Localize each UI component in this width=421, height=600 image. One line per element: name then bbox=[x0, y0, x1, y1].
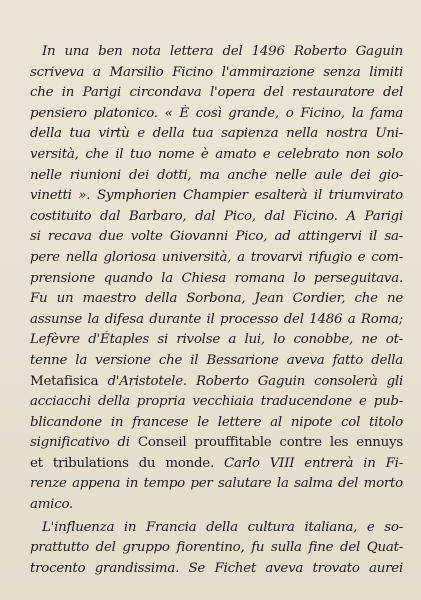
roman-text-segment: Metafisica bbox=[30, 373, 108, 389]
text-line bbox=[30, 186, 403, 207]
italic-text-segment: In una ben nota lettera del 1496 Roberto Gaguin bbox=[42, 44, 403, 59]
text-line bbox=[30, 289, 403, 310]
italic-text-segment: vinetti ». Symphorien Champier esalterà il triumvirato bbox=[30, 188, 403, 204]
italic-text-segment: Lefèvre d'Étaples si rivolse a lui, lo conobbe, ne ot- bbox=[30, 332, 403, 348]
italic-text-segment: prattutto del gruppo fiorentino, fu sulla fine del Quat- bbox=[30, 540, 403, 556]
italic-text-segment: tenne la versione che il Bessarione aveva fatto della bbox=[30, 352, 403, 368]
text-line bbox=[30, 372, 403, 393]
text-line bbox=[30, 495, 403, 516]
italic-text-segment: trocento grandissima. Se Fichet aveva trovato aurei bbox=[30, 560, 403, 576]
text-line bbox=[30, 207, 403, 228]
italic-text-segment: pensiero platonico. « È così grande, o Ficino, la fama bbox=[30, 105, 403, 121]
italic-text-segment: che in Parigi circondava l'opera del restauratore del bbox=[30, 85, 403, 101]
italic-text-segment: prensione quando la Chiesa romana lo perseguitava. bbox=[30, 270, 403, 286]
text-line bbox=[30, 269, 403, 290]
italic-text-segment: acciacchi della propria vecchiaia traducendone e pub- bbox=[30, 394, 403, 410]
text-line bbox=[30, 351, 403, 372]
text-line bbox=[30, 433, 403, 454]
text-line bbox=[30, 166, 403, 187]
italic-text-segment: Carlo VIII entrerà in Fi- bbox=[223, 455, 403, 471]
text-line bbox=[30, 63, 403, 84]
paragraph-2 bbox=[30, 518, 403, 580]
italic-text-segment: pere nella gloriosa università, a trovarvi rifugio e com- bbox=[30, 249, 403, 265]
paragraph-1 bbox=[30, 42, 403, 516]
italic-text-segment: si recava due volte Giovanni Pico, ad attingervi il sa- bbox=[30, 229, 403, 245]
roman-text-segment: et tribulations du monde. bbox=[30, 455, 224, 471]
italic-text-segment: della tua virtù e della tua sapienza nella nostra Uni- bbox=[30, 126, 403, 142]
italic-text-segment: d'Aristotele. Roberto Gaguin consolerà gli bbox=[107, 373, 403, 389]
italic-text-segment: amico. bbox=[30, 497, 74, 513]
text-line bbox=[30, 454, 403, 475]
text-line bbox=[30, 518, 403, 539]
text-line bbox=[30, 538, 403, 559]
text-line bbox=[30, 145, 403, 166]
text-line bbox=[30, 42, 403, 63]
italic-text-segment: scriveva a Marsilio Ficino l'ammirazione senza limiti bbox=[30, 64, 403, 80]
text-line bbox=[30, 474, 403, 495]
italic-text-segment: blicandone in francese le lettere al nipote col titolo bbox=[30, 414, 403, 430]
italic-text-segment: renze appena in tempo per salutare la salma del morto bbox=[30, 476, 403, 492]
italic-text-segment: nelle riunioni dei dotti, ma anche nelle aule dei gio- bbox=[30, 167, 403, 183]
text-line bbox=[30, 392, 403, 413]
italic-text-segment: Fu un maestro della Sorbona, Jean Cordier, che ne bbox=[30, 291, 403, 307]
italic-text-segment: significativo di bbox=[30, 435, 138, 451]
italic-text-segment: assunse la difesa durante il processo del 1486 a Roma; bbox=[30, 311, 403, 327]
italic-text-segment: costituito dal Barbaro, dal Pico, dal Ficino. A Parigi bbox=[30, 208, 403, 224]
roman-text-segment: Conseil prouffitable contre les ennuys bbox=[137, 435, 403, 451]
italic-text-segment: versità, che il tuo nome è amato e celebrato non solo bbox=[30, 146, 403, 162]
italic-text-segment: L'influenza in Francia della cultura italiana, e so- bbox=[42, 519, 403, 535]
text-line bbox=[30, 310, 403, 331]
text-line bbox=[30, 124, 403, 145]
text-line bbox=[30, 248, 403, 269]
text-line bbox=[30, 330, 403, 351]
text-line bbox=[30, 559, 403, 580]
text-line bbox=[30, 413, 403, 434]
text-line bbox=[30, 227, 403, 248]
text-line bbox=[30, 104, 403, 125]
text-line bbox=[30, 83, 403, 104]
